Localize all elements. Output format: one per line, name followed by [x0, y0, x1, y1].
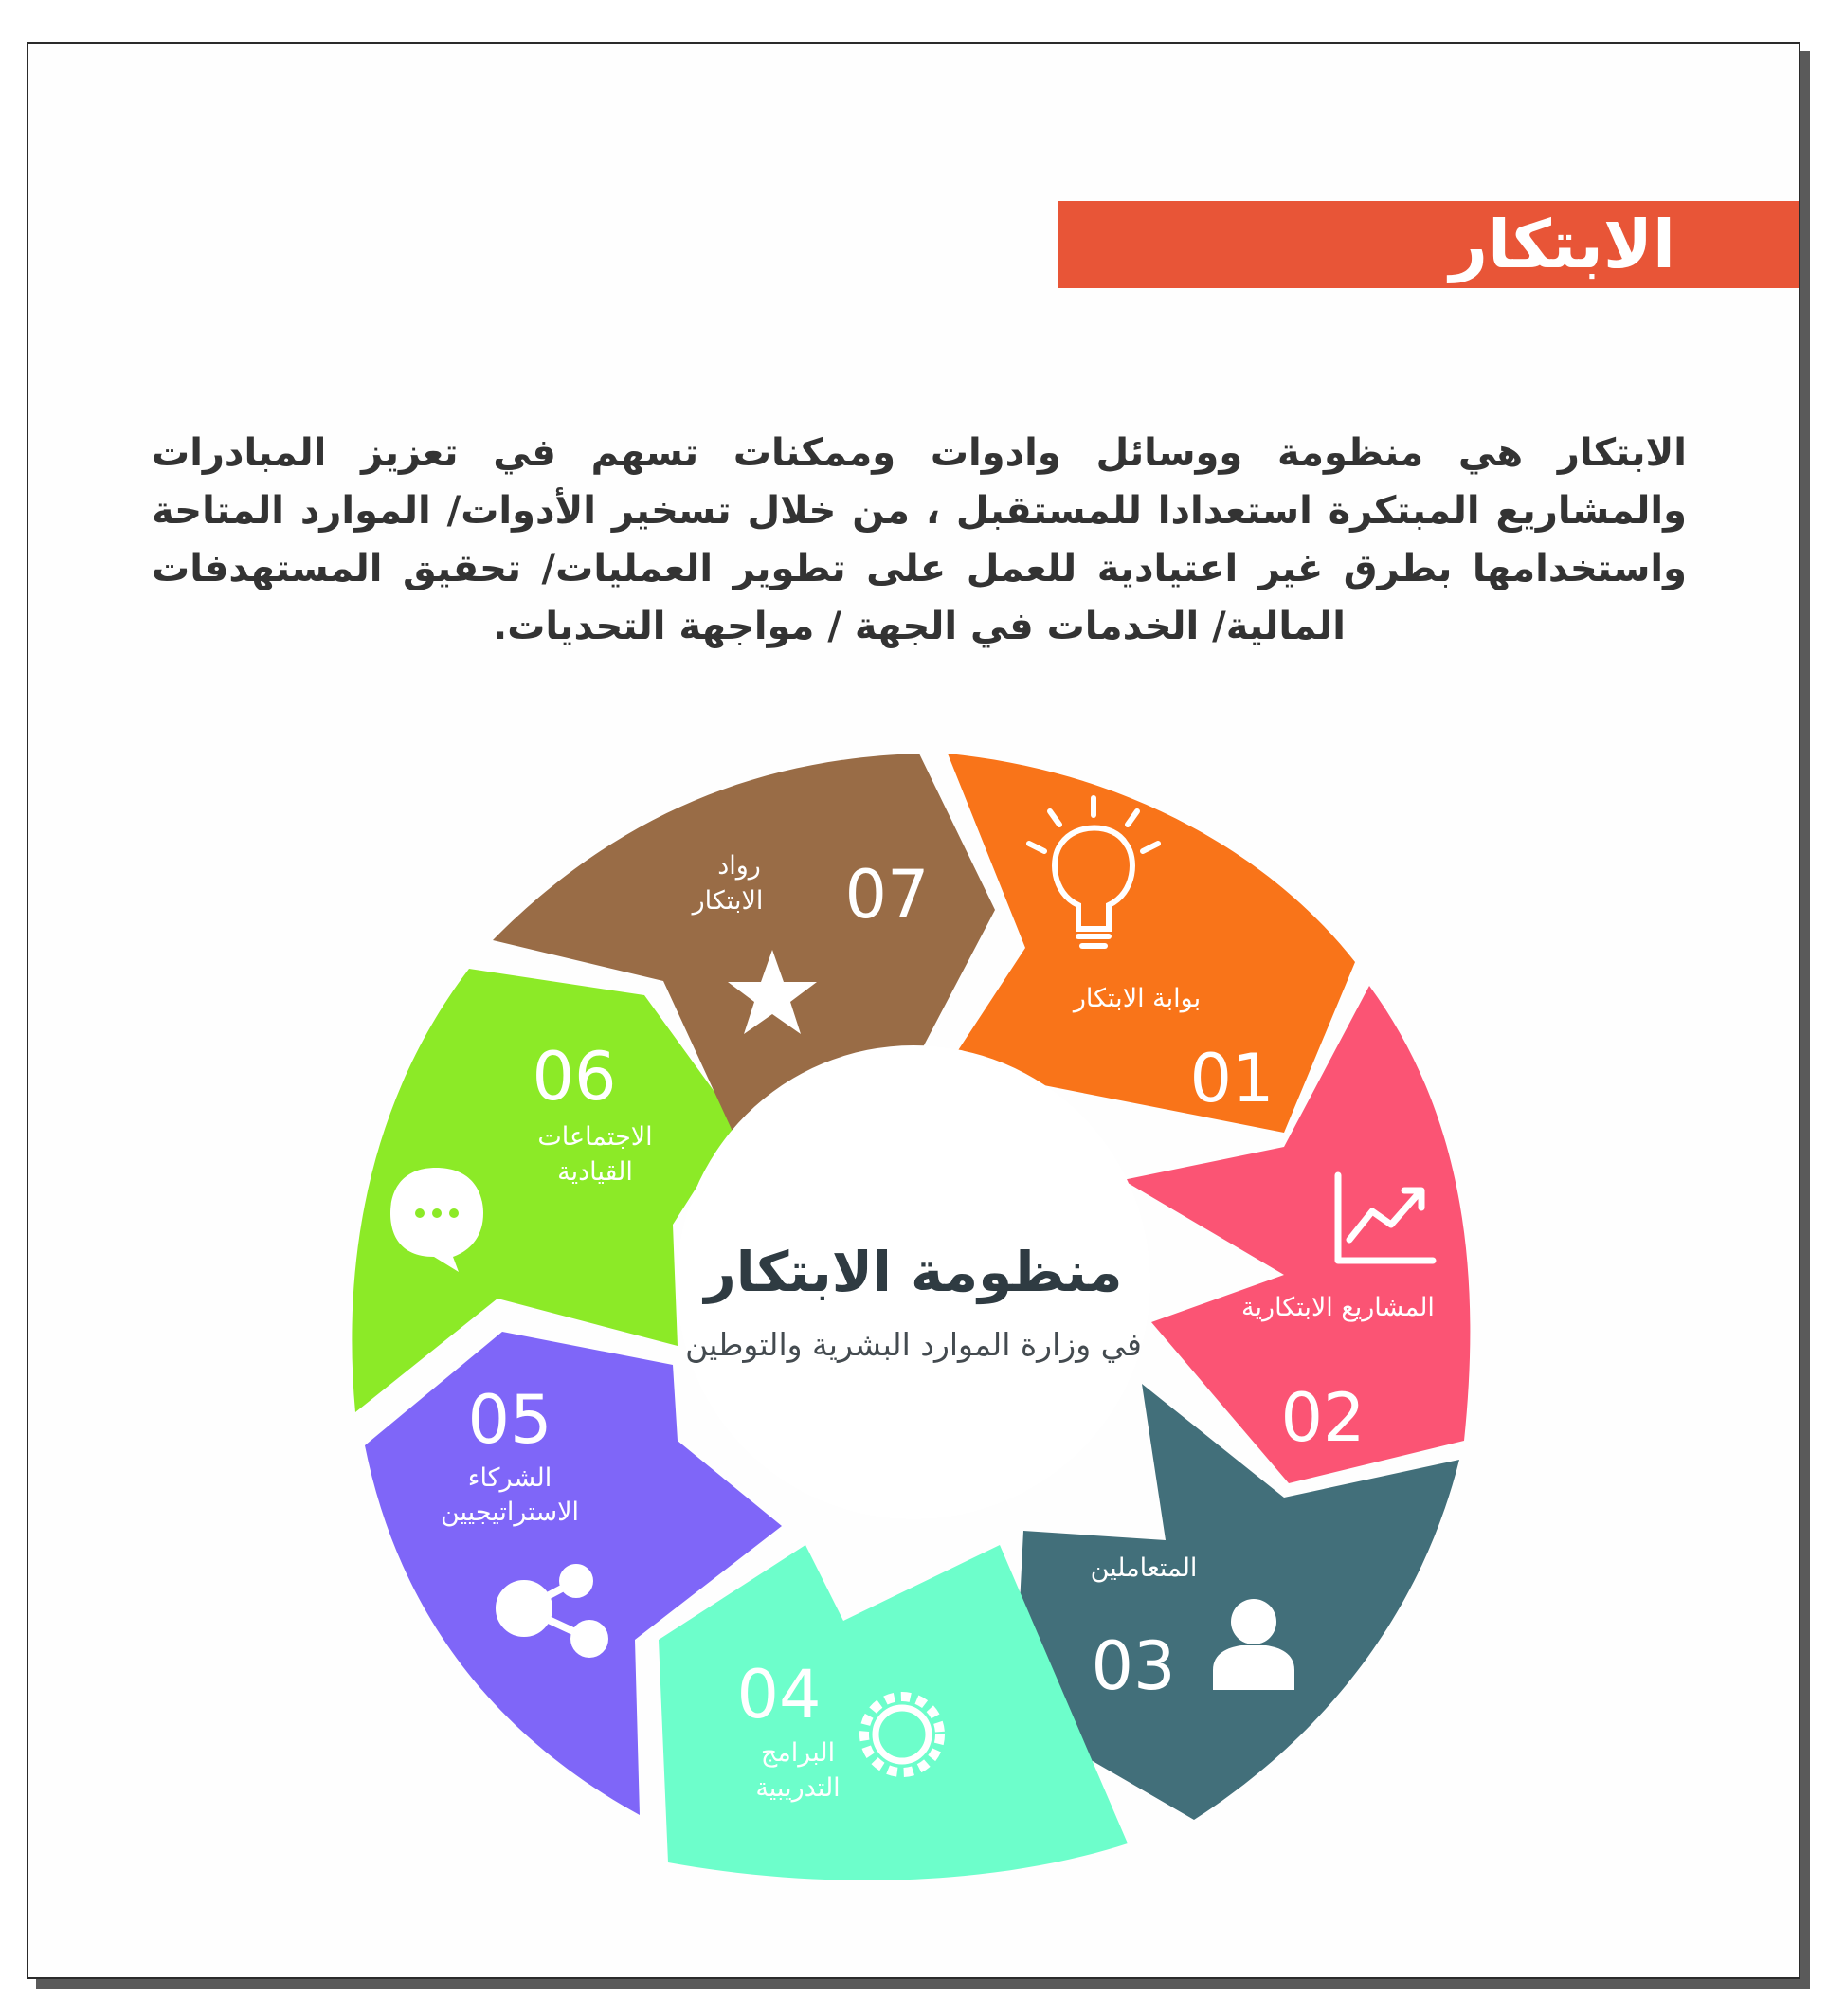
segment-04-label-line2: التدريبية: [755, 1773, 841, 1803]
segment-05-label-line2: الاستراتيجيين: [440, 1498, 580, 1527]
center-hub: [677, 1045, 1150, 1519]
segment-04-number: 04: [736, 1656, 822, 1734]
segment-07-number: 07: [844, 856, 930, 934]
center-subtitle: في وزارة الموارد البشرية والتوطين: [685, 1326, 1142, 1363]
segment-01-number: 01: [1189, 1040, 1275, 1117]
segment-06-label-line1: الاجتماعات: [537, 1122, 653, 1152]
segment-05-number: 05: [467, 1381, 552, 1459]
segment-03-number: 03: [1091, 1627, 1176, 1705]
page-title: الابتكار: [1449, 206, 1675, 283]
segment-03-label: المتعاملين: [1090, 1553, 1198, 1583]
segment-06-label-line2: القيادية: [557, 1157, 633, 1187]
center-title: منظومة الابتكار: [704, 1240, 1123, 1304]
segment-07-label-line2: الابتكار: [692, 886, 764, 916]
segment-07-label-line1: رواد: [717, 851, 761, 881]
segment-02-label: المشاريع الابتكارية: [1241, 1293, 1435, 1322]
segment-01-label: بوابة الابتكار: [1073, 984, 1202, 1013]
segment-05-label-line1: الشركاء: [467, 1463, 552, 1493]
segment-06-number: 06: [532, 1038, 617, 1116]
intro-paragraph: الابتكار هي منظومة ووسائل وادوات وممكنات تسهم في تعزيز المبادرات والمشاريع المبتكرة استعدادا للمستقبل ، من خلال تسخير الأدوات/ الموارد المتاحة واستخدامها بطرق غير اعتيادية للعمل على تطوير العمليات/ تحقيق المستهدفات المالية/ الخدمات في الجهة / مواجهة التحديات.: [152, 431, 1687, 648]
segment-04-label-line1: البرامج: [760, 1738, 836, 1768]
segment-02-number: 02: [1280, 1379, 1366, 1457]
